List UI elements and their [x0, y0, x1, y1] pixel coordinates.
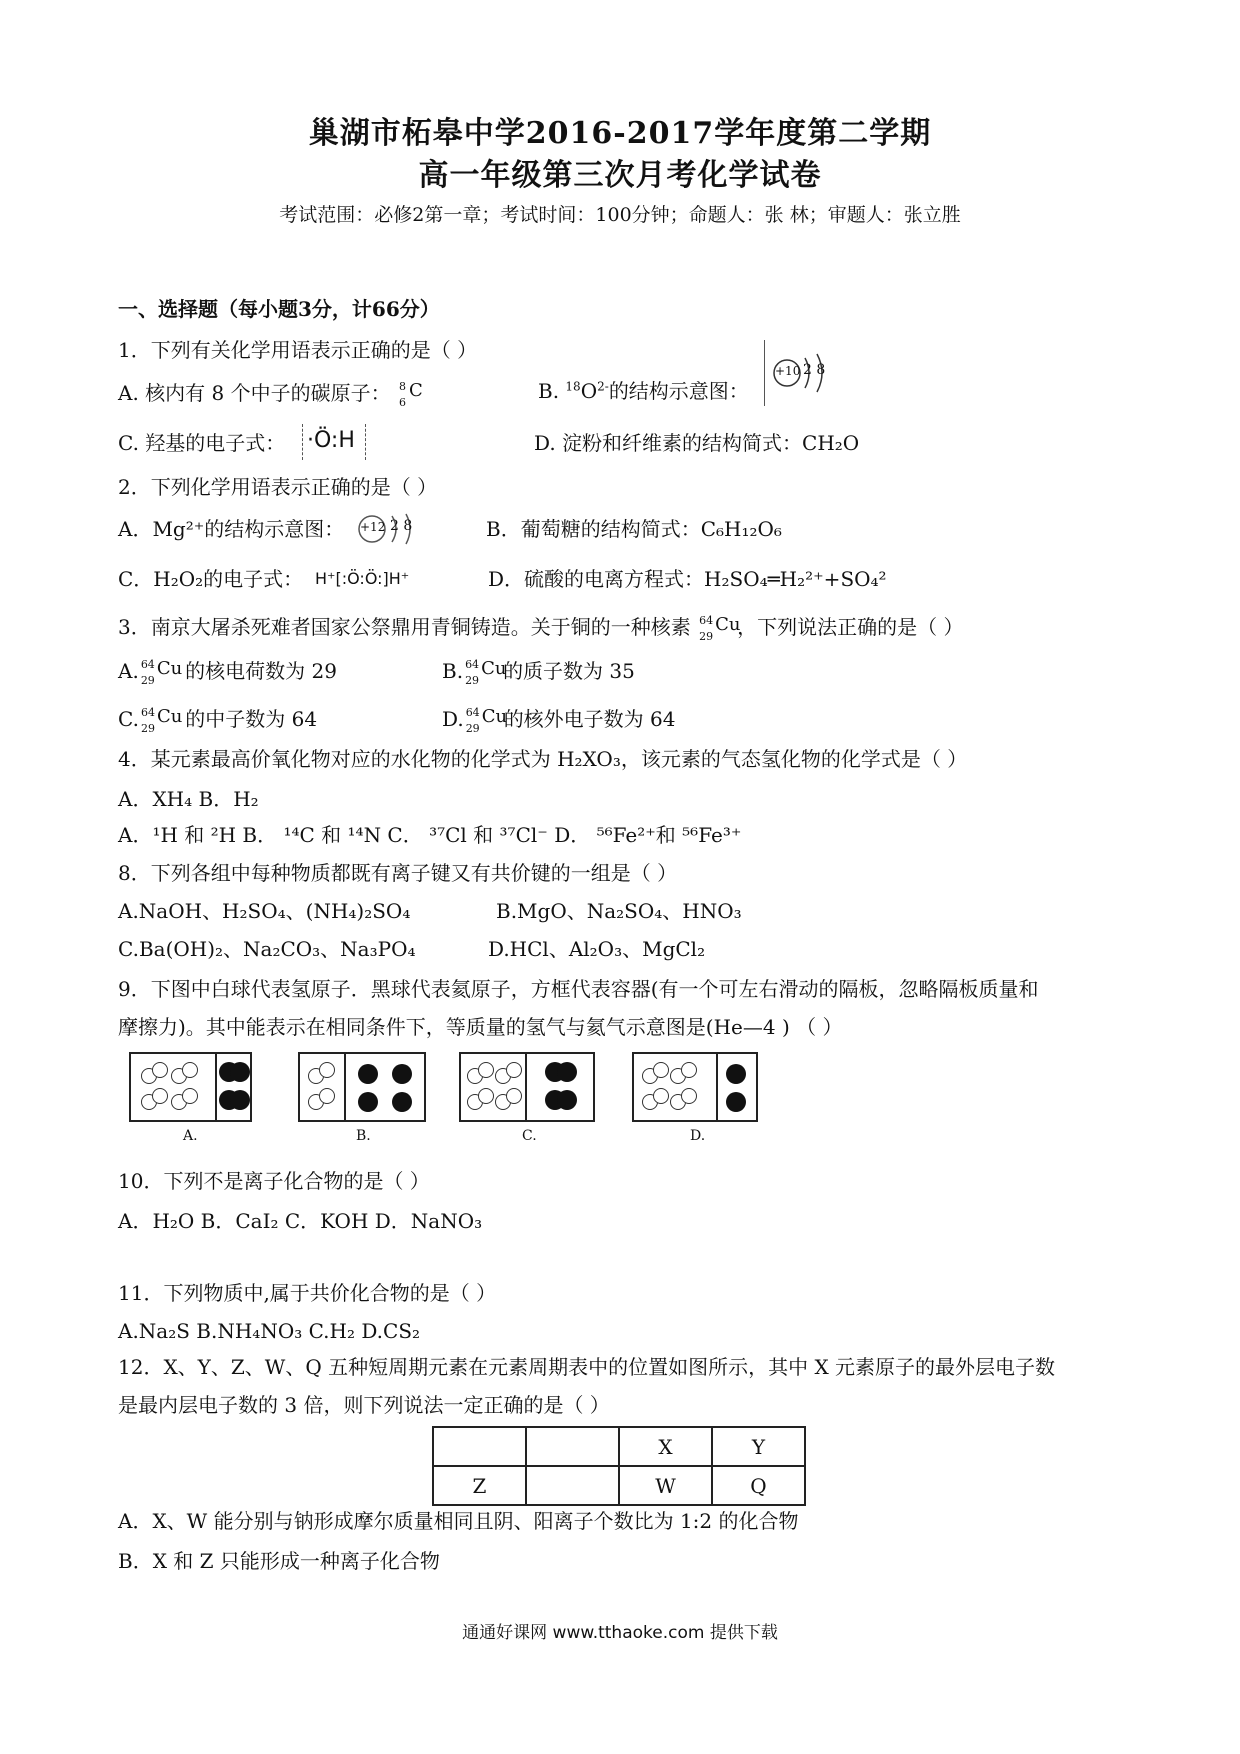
hydroxyl-electron-formula: ·Ö:H	[302, 424, 366, 460]
q11-stem: 11．下列物质中,属于共价化合物的是（ ）	[118, 1281, 497, 1305]
table-row: X Y	[433, 1427, 805, 1466]
carbon-isotope: 8 6 C	[398, 380, 423, 409]
q8-option-c: C.Ba(OH)₂、Na₂CO₃、Na₃PO₄	[118, 937, 416, 961]
q2-option-b: B．葡萄糖的结构简式：C₆H₁₂O₆	[486, 517, 782, 541]
q3-option-d: D. 64 29 Cu 的核外电子数为 64	[442, 706, 676, 735]
q8-option-a: A.NaOH、H₂SO₄、(NH₄)₂SO₄	[118, 899, 411, 923]
q8-option-d: D.HCl、Al₂O₃、MgCl₂	[488, 937, 706, 961]
q1-option-b: B. $^{18}O^{2-}$的结构示意图：	[538, 379, 749, 403]
q4-stem: 4．某元素最高价氧化物对应的水化物的化学式为 H₂XO₃，该元素的气态氢化物的化学式是（ ）	[118, 747, 968, 771]
cu-isotope: 64 29 Cu	[699, 614, 741, 643]
q9-container-a	[129, 1052, 252, 1122]
q8-option-b: B.MgO、Na₂SO₄、HNO₃	[496, 899, 742, 923]
q3-option-b: B. 64 29 Cu 的质子数为 35	[442, 658, 635, 687]
q2-option-c: C．H₂O₂的电子式：	[118, 567, 304, 591]
page-footer: 通通好课网 www.tthaoke.com 提供下载	[462, 1623, 778, 1643]
q3-stem: 3．南京大屠杀死难者国家公祭鼎用青铜铸造。关于铜的一种核素 64 29 Cu ，下列说法正确的是（ ）	[118, 614, 964, 643]
q9-container-b	[298, 1052, 426, 1122]
section-heading: 一、选择题（每小题3分，计66分）	[118, 297, 440, 321]
exam-meta: 考试范围：必修2第一章；考试时间：100分钟；命题人：张 林；审题人：张立胜	[279, 204, 961, 226]
q1-option-d: D. 淀粉和纤维素的结构简式：CH₂O	[534, 431, 860, 455]
q4-options: A．XH₄ B．H₂	[118, 787, 259, 811]
q9-caption-c: C.	[522, 1128, 537, 1144]
exam-title-line2: 高一年级第三次月考化学试卷	[418, 158, 822, 193]
q2-stem: 2．下列化学用语表示正确的是（ ）	[118, 475, 438, 499]
q12-stem-line1: 12．X、Y、Z、W、Q 五种短周期元素在元素周期表中的位置如图所示，其中 X 元素原子的最外层电子数	[118, 1355, 1056, 1379]
q11-options: A.Na₂S B.NH₄NO₃ C.H₂ D.CS₂	[118, 1319, 421, 1343]
q12-option-b: B．X 和 Z 只能形成一种离子化合物	[118, 1549, 440, 1573]
isotope-options-line: A．¹H 和 ²H B． ¹⁴C 和 ¹⁴N C． ³⁷Cl 和 ³⁷Cl⁻ D． ⁵⁶Fe²⁺和 ⁵⁶Fe³⁺	[118, 823, 742, 847]
q9-container-c	[459, 1052, 595, 1122]
q10-stem: 10．下列不是离子化合物的是（ ）	[118, 1169, 430, 1193]
q9-stem-line2: 摩擦力)。其中能表示在相同条件下，等质量的氢气与氦气示意图是(He—4 ) （ ）	[118, 1015, 843, 1039]
q3-option-a: A. 64 29 Cu 的核电荷数为 29	[118, 658, 337, 687]
q2-option-a: A．Mg²⁺的结构示意图：	[118, 517, 345, 541]
q9-caption-b: B.	[356, 1128, 371, 1144]
q9-caption-a: A.	[183, 1128, 198, 1144]
mg-ion-structure-diagram: +12 2 8	[350, 506, 424, 552]
h2o2-electron-formula: H⁺[:Ö:Ö:]H⁺	[315, 569, 410, 588]
q1-option-a: A. 核内有 8 个中子的碳原子： 8 6 C	[118, 380, 423, 409]
q1-stem: 1．下列有关化学用语表示正确的是（ ）	[118, 338, 478, 362]
q12-option-a: A．X、W 能分别与钠形成摩尔质量相同且阴、阳离子个数比为 1:2 的化合物	[118, 1509, 799, 1533]
q10-options: A．H₂O B．CaI₂ C．KOH D．NaNO₃	[118, 1209, 483, 1233]
q9-caption-d: D.	[690, 1128, 706, 1144]
periodic-table-fragment	[432, 1426, 806, 1506]
q2-option-d: D．硫酸的电离方程式：H₂SO₄═H₂²⁺+SO₄²	[488, 567, 887, 591]
table-row: Z W Q	[433, 1466, 805, 1505]
q1-atom-structure-diagram: +10 2 8	[764, 340, 833, 406]
q3-option-c: C. 64 29 Cu 的中子数为 64	[118, 706, 318, 735]
q8-stem: 8．下列各组中每种物质都既有离子键又有共价键的一组是（ ）	[118, 861, 678, 885]
q12-stem-line2: 是最内层电子数的 3 倍，则下列说法一定正确的是（ ）	[118, 1393, 610, 1417]
q9-stem-line1: 9．下图中白球代表氢原子．黑球代表氦原子，方框代表容器(有一个可左右滑动的隔板，忽略隔板质量和	[118, 977, 1039, 1001]
exam-title-line1: 巢湖市柘皋中学2016-2017学年度第二学期	[308, 116, 932, 151]
q1-option-c: C. 羟基的电子式：	[118, 431, 286, 455]
q9-container-d	[632, 1052, 758, 1122]
